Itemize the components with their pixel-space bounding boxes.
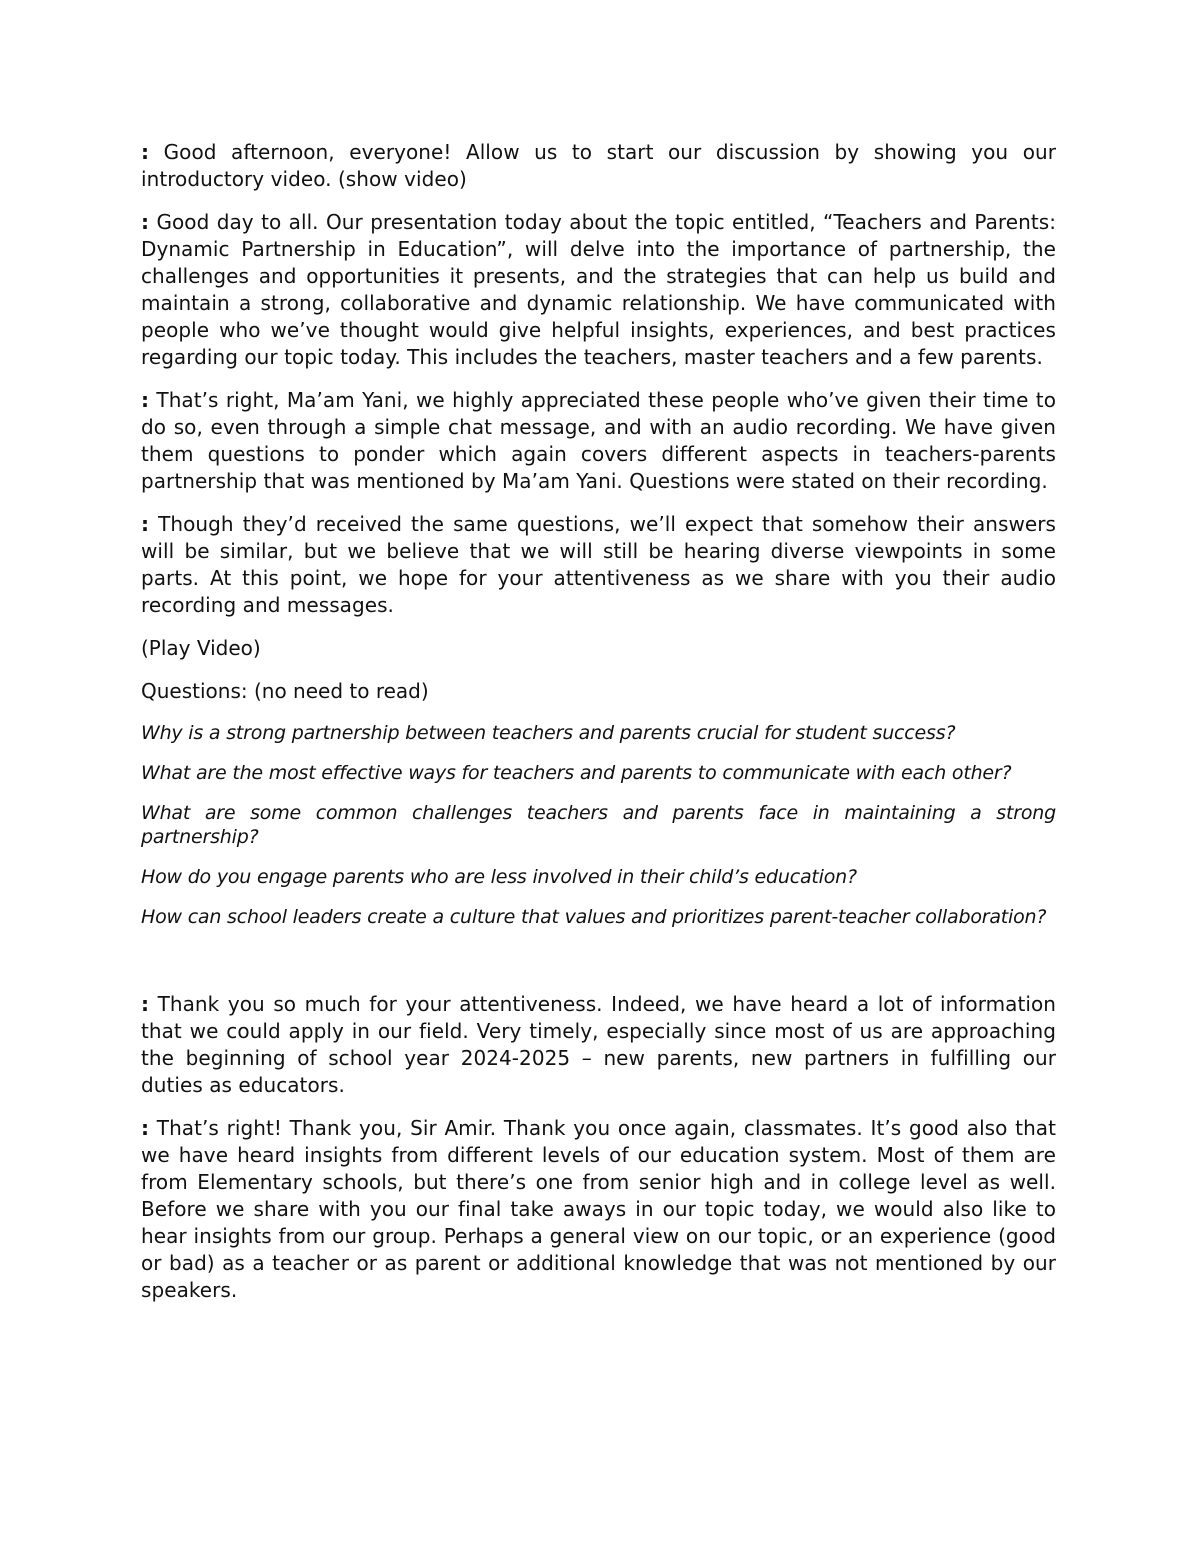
speaker-marker: : — [141, 1116, 150, 1140]
speaker-line-4 — [141, 511, 1056, 619]
speaker-line-6 — [141, 1115, 1056, 1304]
question-item: Why is a strong partnership between teachers and parents crucial for student success? — [141, 722, 956, 744]
speaker-marker: : — [141, 210, 150, 234]
speaker-marker: : — [141, 140, 150, 164]
speaker-text: That’s right! Thank you, Sir Amir. Thank you once again, classmates. It’s good also that we have heard insights from different levels of our education system. Most of them are from Elementary schools, but there’s one from senior high and in college level as well. Before we share with you our final take aways in our topic today, we would also like to hear insights from our group. Perhaps a general view on our topic, or an experience (good or bad) as a teacher or as parent or additional knowledge that was not mentioned by our speakers. — [141, 1116, 1056, 1302]
document-page — [141, 139, 1056, 1320]
questions-list — [141, 721, 1056, 929]
question-item: What are the most effective ways for teachers and parents to communicate with each other? — [141, 762, 1012, 784]
speaker-line-2 — [141, 209, 1056, 371]
question-item: How do you engage parents who are less involved in their child’s education? — [141, 866, 857, 888]
speaker-line-3 — [141, 387, 1056, 495]
question-item: How can school leaders create a culture that values and prioritizes parent-teacher collaboration? — [141, 906, 1047, 928]
speaker-line-5 — [141, 991, 1056, 1099]
speaker-marker: : — [141, 388, 150, 412]
speaker-text: Good day to all. Our presentation today about the topic entitled, “Teachers and Parents: Dynamic Partnership in Education”, will delve into the importance of partnership, the challenges and opportunities it presents, and the strategies that can help us build and maintain a strong, collaborative and dynamic relationship. We have communicated with people who we’ve thought would give helpful insights, experiences, and best practices regarding our topic today. This includes the teachers, master teachers and a few parents. — [141, 210, 1056, 369]
question-item: What are some common challenges teachers and parents face in maintaining a strong partnership? — [141, 802, 1056, 848]
speaker-text: Thank you so much for your attentiveness. Indeed, we have heard a lot of information that we could apply in our field. Very timely, especially since most of us are approaching the beginning of school year 2024-2025 – new parents, new partners in fulfilling our duties as educators. — [141, 992, 1056, 1097]
speaker-marker: : — [141, 512, 150, 536]
questions-heading: Questions: (no need to read) — [141, 679, 429, 703]
play-video-note: (Play Video) — [141, 636, 261, 660]
speaker-text: Though they’d received the same questions, we’ll expect that somehow their answers will be similar, but we believe that we will still be hearing diverse viewpoints in some parts. At this point, we hope for your attentiveness as we share with you their audio recording and messages. — [141, 512, 1056, 617]
speaker-text: Good afternoon, everyone! Allow us to start our discussion by showing you our introductory video. (show video) — [141, 140, 1056, 191]
speaker-marker: : — [141, 992, 150, 1016]
speaker-line-1 — [141, 139, 1056, 193]
spacer — [141, 945, 1056, 991]
speaker-text: That’s right, Ma’am Yani, we highly appreciated these people who’ve given their time to do so, even through a simple chat message, and with an audio recording. We have given them questions to ponder which again covers different aspects in teachers-parents partnership that was mentioned by Ma’am Yani. Questions were stated on their recording. — [141, 388, 1056, 493]
